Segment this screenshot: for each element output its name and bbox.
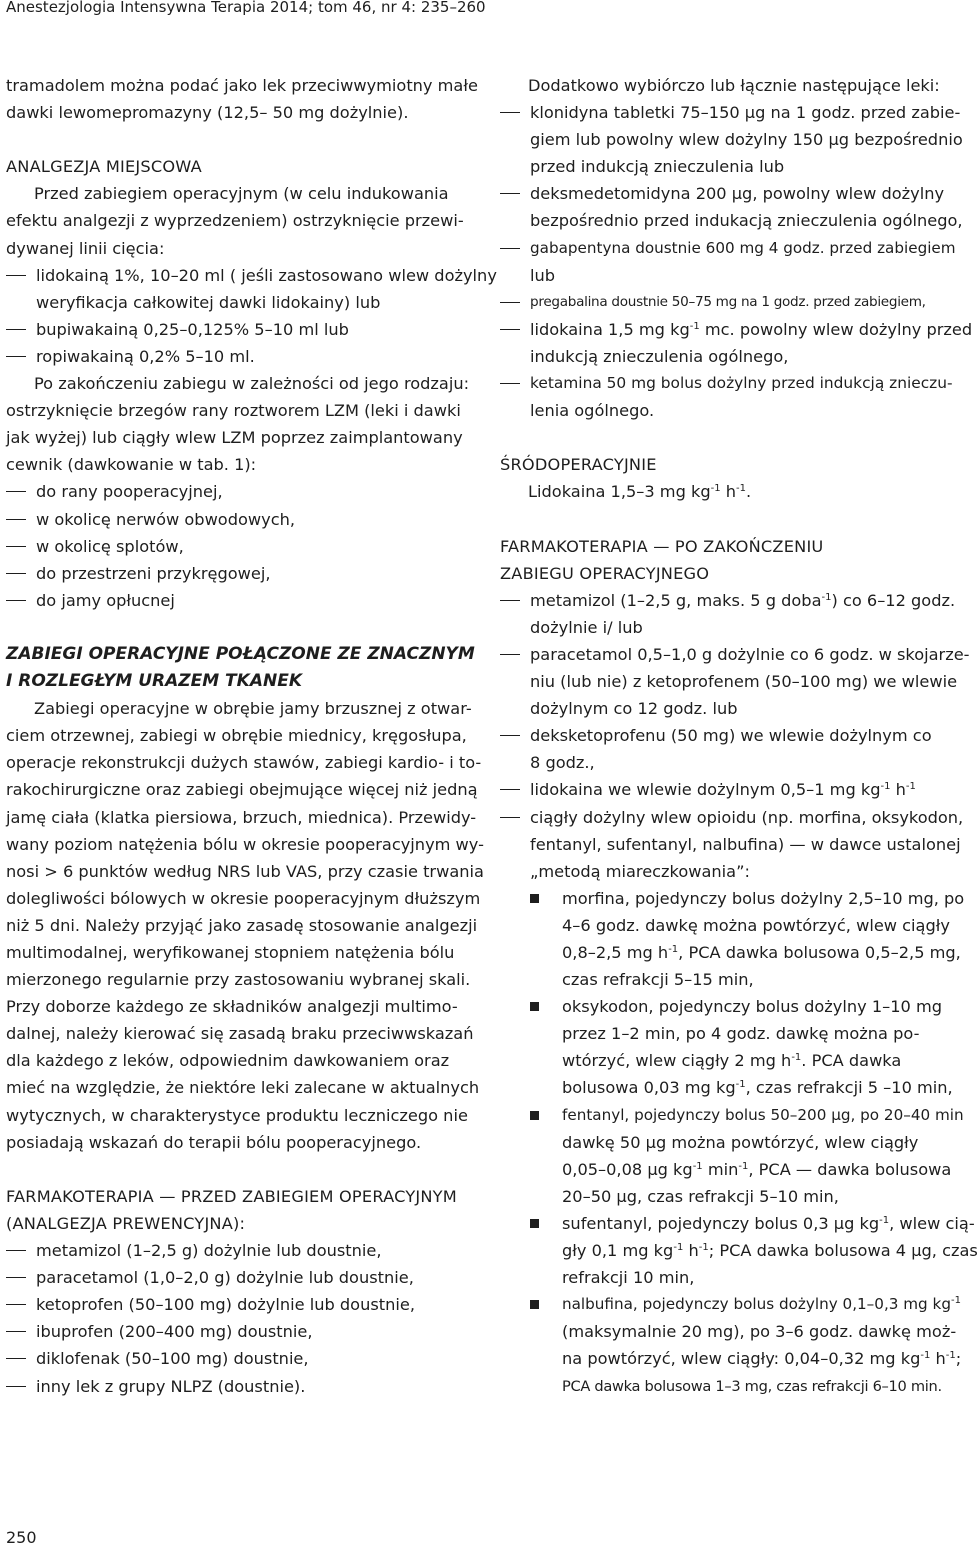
text-line: Po zakończeniu zabiegu w zależności od jego rodzaju: [34, 374, 470, 394]
sub-list-item-cont: czas refrakcji 5–15 min, [562, 970, 754, 990]
list-item: inny lek z grupy NLPZ (doustnie). [6, 1373, 458, 1400]
text-line: dolegliwości bólowych w okresie pooperacyjnym dłuższym [6, 888, 481, 908]
list-item-cont: przed indukcją znieczulenia lub [530, 157, 785, 177]
sub-list-item-cont: bolusowa 0,03 mg $kg^{-1}$, czas refrakcji 5 –10 min, [562, 1078, 953, 1098]
right-column [500, 72, 978, 1400]
text-line: Przy doborze każdego ze składników analgezji multimo- [6, 997, 458, 1017]
sub-list-item-cont: na powtórzyć, wlew ciągły: 0,04–0,32 mg $kg^{-1}$ $h^{-1}$; [562, 1349, 962, 1369]
list-item: lidokaina 1,5 mg $kg^{-1}$ mc. powolny wlew dożylny przed [500, 316, 956, 343]
text-line: posiadają wskazań do terapii bólu pooperacyjnego. [6, 1132, 422, 1152]
sub-list-item: oksykodon, pojedynczy bolus dożylny 1–10 mg [500, 993, 956, 1020]
sub-list-item-cont: dawkę 50 µg można powtórzyć, wlew ciągły [562, 1132, 919, 1152]
text-line: multimodalnej, weryfikowanej stopniem natężenia bólu [6, 943, 455, 962]
list-item: pregabalina doustnie 50–75 mg na 1 godz. przed zabiegiem, [500, 289, 956, 316]
list-item-cont: „metodą miareczkowania”: [530, 861, 750, 881]
text-line: mieć na względzie, że niektóre leki zalecane w aktualnych [6, 1078, 480, 1098]
text-line: Dodatkowo wybiórczo lub łącznie następujące leki: [528, 76, 940, 95]
sub-list-item: sufentanyl, pojedynczy bolus 0,3 µg $kg^{-1}$, wlew cią- [500, 1210, 956, 1237]
list-item-cont: lenia ogólnego. [530, 401, 655, 421]
text-line: ciem otrzewnej, zabiegi w obrębie miednicy, kręgosłupa, [6, 726, 467, 746]
list-item: deksmedetomidyna 200 µg, powolny wlew dożylny [500, 180, 956, 207]
sub-list-item: nalbufina, pojedynczy bolus dożylny 0,1–0,3 mg $kg^{-1}$ [500, 1291, 956, 1318]
list-item-cont: lub [530, 265, 556, 285]
list-item: ropiwakainą 0,2% 5–10 ml. [6, 343, 458, 370]
section-heading: ZABIEGU OPERACYJNEGO [500, 563, 710, 583]
list-item: w okolicę splotów, [6, 533, 458, 560]
square-bullet-icon [530, 1111, 539, 1120]
sub-list-item-cont: (maksymalnie 20 mg), po 3–6 godz. dawkę moż- [562, 1322, 957, 1342]
list-item: metamizol (1–2,5 g, maks. 5 g doba$^{-1}$) co 6–12 godz. [500, 587, 956, 614]
text-line: rakochirurgiczne oraz zabiegi obejmujące więcej niż jedną [6, 780, 478, 800]
text-line: jak wyżej) lub ciągły wlew LZM poprzez zaimplantowany [6, 428, 463, 448]
text-line: niż 5 dni. Należy przyjąć jako zasadę stosowanie analgezji [6, 915, 478, 935]
text-line: cewnik (dawkowanie w tab. 1): [6, 455, 257, 475]
text-line: wany poziom natężenia bólu w okresie pooperacyjnym wy- [6, 834, 484, 854]
text-line: ostrzyknięcie brzegów rany roztworem LZM (leki i dawki [6, 401, 461, 421]
list-item: ketamina 50 mg bolus dożylny przed indukcją znieczu- [500, 370, 956, 397]
text-line: dawki lewomepromazyny (12,5– 50 mg dożylnie). [6, 103, 409, 123]
list-item: paracetamol (1,0–2,0 g) dożylnie lub doustnie, [6, 1264, 458, 1291]
text-line: Lidokaina 1,5–3 mg $kg^{-1}$ $h^{-1}$. [528, 482, 752, 502]
sub-list-item-cont: 4–6 godz. dawkę można powtórzyć, wlew ciągły [562, 915, 950, 935]
section-heading: FARMAKOTERAPIA — PO ZAKOŃCZENIU [500, 536, 824, 556]
sub-list-item: fentanyl, pojedynczy bolus 50–200 µg, po 20–40 min [500, 1102, 956, 1129]
list-item: ciągły dożylny wlew opioidu (np. morfina, oksykodon, [500, 804, 956, 831]
list-item: do przestrzeni przykręgowej, [6, 560, 458, 587]
sub-list-item-cont: przez 1–2 min, po 4 godz. dawkę można po- [562, 1024, 920, 1044]
list-item: diklofenak (50–100 mg) doustnie, [6, 1345, 458, 1372]
list-item-cont: dożylnie i/ lub [530, 617, 643, 637]
section-heading: I ROZLEGŁYM URAZEM TKANEK [6, 671, 302, 692]
text-line: wytycznych, w charakterystyce produktu leczniczego nie [6, 1105, 468, 1125]
page-number: 250 [6, 1528, 37, 1547]
list-item-cont: dożylnym co 12 godz. lub [530, 699, 738, 719]
list-item: bupiwakainą 0,25–0,125% 5–10 ml lub [6, 316, 458, 343]
text-line: tramadolem można podać jako lek przeciwwymiotny małe [6, 76, 478, 95]
list-item: deksketoprofenu (50 mg) we wlewie dożylnym co [500, 722, 956, 749]
list-item: do jamy opłucnej [6, 587, 458, 614]
sub-list-item-cont: 0,8–2,5 mg $h^{-1}$, PCA dawka bolusowa 0,5–2,5 mg, [562, 943, 961, 962]
section-heading: (ANALGEZJA PREWENCYJNA): [6, 1213, 246, 1233]
list-item: paracetamol 0,5–1,0 g dożylnie co 6 godz. w skojarze- [500, 641, 956, 668]
square-bullet-icon [530, 1002, 539, 1011]
list-item-cont: fentanyl, sufentanyl, nalbufina) — w dawce ustalonej [530, 834, 961, 854]
list-item: metamizol (1–2,5 g) dożylnie lub doustnie, [6, 1237, 458, 1264]
text-line: dywanej linii cięcia: [6, 238, 165, 258]
sub-list-item: morfina, pojedynczy bolus dożylny 2,5–10 mg, po [500, 885, 956, 912]
list-item-cont: bezpośrednio przed indukacją znieczulenia ogólnego, [530, 211, 963, 231]
text-line: dalnej, należy kierować się zasadą braku przeciwwskazań [6, 1024, 474, 1044]
list-item-cont: weryfikacja całkowitej dawki lidokainy) lub [36, 292, 381, 312]
sub-list-item-cont: 20–50 µg, czas refrakcji 5–10 min, [562, 1186, 839, 1206]
section-heading: ANALGEZJA MIEJSCOWA [6, 157, 202, 177]
text-line: efektu analgezji z wyprzedzeniem) ostrzyknięcie przewi- [6, 211, 464, 231]
sub-list-item-cont: gły 0,1 mg $kg^{-1}$ $h^{-1}$; PCA dawka bolusowa 4 µg, czas [562, 1241, 978, 1261]
section-heading: FARMAKOTERAPIA — PRZED ZABIEGIEM OPERACYJNYM [6, 1186, 457, 1206]
list-item: lidokainą 1%, 10–20 ml ( jeśli zastosowano wlew dożylny [6, 262, 458, 289]
text-line: operacje rekonstrukcji dużych stawów, zabiegi kardio- i to- [6, 753, 482, 773]
sub-list-item-cont: wtórzyć, wlew ciągły 2 mg $h^{-1}$. PCA dawka [562, 1051, 902, 1071]
sub-list-item-cont: 0,05–0,08 µg $kg^{-1}$ $\min^{-1}$, PCA — dawka bolusowa [562, 1159, 952, 1179]
list-item: gabapentyna doustnie 600 mg 4 godz. przed zabiegiem [500, 235, 956, 262]
left-column [6, 72, 497, 1400]
list-item-cont: niu (lub nie) z ketoprofenem (50–100 mg) we wlewie [530, 672, 958, 692]
list-item-cont: 8 godz., [530, 753, 595, 773]
list-item: w okolicę nerwów obwodowych, [6, 506, 458, 533]
text-line: Przed zabiegiem operacyjnym (w celu indukowania [34, 184, 449, 204]
text-line: nosi > 6 punktów według NRS lub VAS, przy czasie trwania [6, 861, 484, 881]
list-item: klonidyna tabletki 75–150 µg na 1 godz. przed zabie- [500, 99, 956, 126]
list-item: do rany pooperacyjnej, [6, 478, 458, 505]
sub-list-item-cont: refrakcji 10 min, [562, 1268, 695, 1288]
list-item-cont: giem lub powolny wlew dożylny 150 µg bezpośrednio [530, 130, 963, 150]
section-heading: ŚRÓDOPERACYJNIE [500, 455, 657, 475]
text-line: Zabiegi operacyjne w obrębie jamy brzusznej z otwar- [34, 699, 472, 719]
text-line: dla każdego z leków, odpowiednim dawkowaniem oraz [6, 1051, 450, 1071]
running-header [0, 0, 960, 34]
square-bullet-icon [530, 1219, 539, 1228]
square-bullet-icon [530, 1300, 539, 1309]
list-item: lidokaina we wlewie dożylnym 0,5–1 mg $kg^{-1}$ $h^{-1}$ [500, 776, 956, 803]
list-item: ibuprofen (200–400 mg) doustnie, [6, 1318, 458, 1345]
section-heading: ZABIEGI OPERACYJNE POŁĄCZONE ZE ZNACZNYM [6, 643, 475, 664]
text-line: mierzonego regularnie przy zastosowaniu wybranej skali. [6, 970, 471, 990]
square-bullet-icon [530, 894, 539, 903]
sub-list-item-cont: PCA dawka bolusowa 1–3 mg, czas refrakcji 6–10 min. [562, 1377, 942, 1395]
list-item-cont: indukcją znieczulenia ogólnego, [530, 346, 789, 366]
journal-citation: Anestezjologia Intensywna Terapia 2014; tom 46, nr 4: 235–260 [6, 0, 486, 16]
list-item: ketoprofen (50–100 mg) dożylnie lub doustnie, [6, 1291, 458, 1318]
text-line: jamę ciała (klatka piersiowa, brzuch, miednica). Przewidy- [6, 807, 477, 827]
